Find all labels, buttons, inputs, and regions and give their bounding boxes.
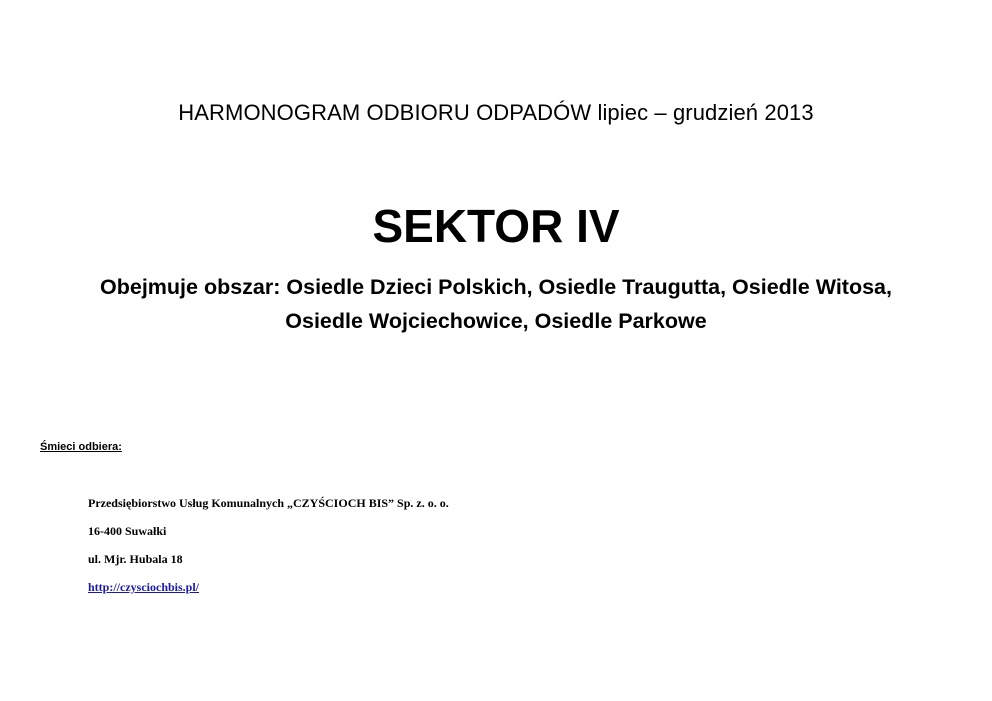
company-postal-city: 16-400 Suwałki <box>88 524 167 538</box>
area-description <box>20 270 972 338</box>
document-header: HARMONOGRAM ODBIORU ODPADÓW lipiec – grudzień 2013 <box>178 100 814 125</box>
company-name: Przedsiębiorstwo Usług Komunalnych „CZYŚCIOCH BIS” Sp. z. o. o. <box>88 496 449 510</box>
sector-title: SEKTOR IV <box>372 200 620 252</box>
company-website-line <box>88 578 449 606</box>
area-line-1: Obejmuje obszar: Osiedle Dzieci Polskich, Osiedle Traugutta, Osiedle Witosa, <box>100 275 892 299</box>
company-info <box>88 494 449 606</box>
company-website-link[interactable]: http://czysciochbis.pl/ <box>88 580 200 594</box>
area-line-2: Osiedle Wojciechowice, Osiedle Parkowe <box>285 309 707 333</box>
company-street: ul. Mjr. Hubala 18 <box>88 552 183 566</box>
collector-label: Śmieci odbiera: <box>40 441 122 453</box>
